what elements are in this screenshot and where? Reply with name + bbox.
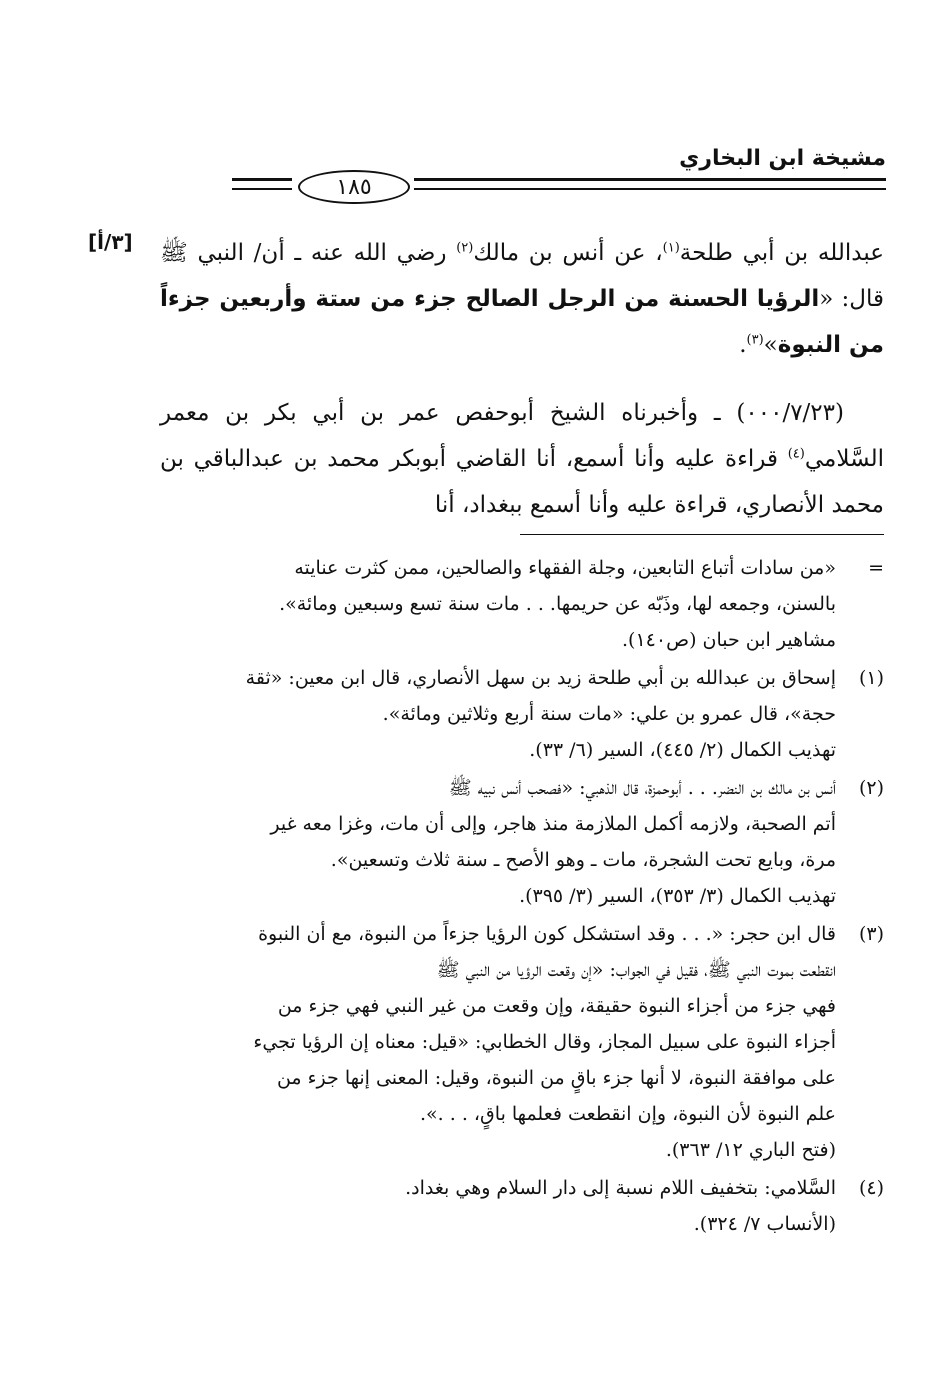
- footnote-line: تهذيب الكمال (٢/ ٤٤٥)، السير (٦/ ٣٣).: [529, 739, 836, 761]
- text-run: (٠٠٠/٧/٢٣) ـ وأخبرناه الشيخ أبوحفص عمر بن أبي بكر بن معمر السَّلامي: [160, 400, 884, 472]
- running-header-title: مشيخة ابن البخاري: [679, 146, 886, 171]
- footnote-line: مشاهير ابن حبان (ص١٤٠).: [622, 629, 836, 651]
- footnote-3: [160, 916, 884, 1168]
- footnote-line: علم النبوة لأن النبوة، وإن انقطعت فعلمها باقٍ، . . .».: [420, 1103, 836, 1125]
- footnote-number: (٢): [858, 777, 884, 799]
- footnote-line: أنس بن مالك بن النضر. . . أبوحمزة، قال الذهبي: «فصحب أنس نبيه ﷺ: [448, 777, 836, 799]
- text-run: .: [739, 332, 747, 358]
- footnote-ref-3[interactable]: (٣): [746, 332, 764, 348]
- footnote-number: (٤): [858, 1177, 884, 1199]
- footnote-line: «من سادات أتباع التابعين، وجلة الفقهاء والصالحين، ممن كثرت عنايته: [294, 557, 836, 579]
- footnote-number: (٣): [858, 923, 884, 945]
- footnote-line: تهذيب الكمال (٣/ ٣٥٣)، السير (٣/ ٣٩٥).: [519, 885, 836, 907]
- footnote-ref-2[interactable]: (٢): [456, 240, 474, 256]
- manuscript-folio-ref: [٣/أ]: [88, 230, 133, 254]
- footnote-ref-1[interactable]: (١): [662, 240, 680, 256]
- main-paragraph-2: [160, 390, 884, 528]
- footnote-number: (١): [858, 667, 884, 689]
- footnote-1: [160, 660, 884, 768]
- page-number-text: ١٨٥: [336, 174, 372, 200]
- footnote-line: (الأنساب ٧/ ٣٢٤).: [693, 1213, 836, 1235]
- hadith-text: الرؤيا الحسنة من الرجل الصالح جزء من ستة وأربعين جزءاً من النبوة: [160, 286, 884, 358]
- page-number: [298, 170, 410, 204]
- footnote-continued: [160, 550, 884, 658]
- footnote-line: حجة»، قال عمرو بن علي: «مات سنة أربع وثلاثين ومائة».: [382, 703, 836, 725]
- footnote-line: مرة، وبايع تحت الشجرة، مات ـ وهو الأصح ـ سنة ثلاث وتسعين».: [330, 849, 836, 871]
- text-run: قراءة عليه وأنا أسمع، أنا القاضي أبوبكر محمد بن عبدالباقي بن محمد الأنصاري، قراءة عليه وأنا أسمع ببغداد، أنا: [160, 446, 884, 518]
- footnote-line: أجزاء النبوة على سبيل المجاز، وقال الخطابي: «قيل: معناه إن الرؤيا تجيء: [253, 1031, 836, 1053]
- footnotes: [160, 550, 884, 1244]
- footnote-number: =: [868, 557, 884, 579]
- footnote-line: السَّلامي: بتخفيف اللام نسبة إلى دار السلام وهي بغداد.: [405, 1177, 836, 1199]
- footnote-2: [160, 770, 884, 914]
- text-run: عبدالله بن أبي طلحة: [679, 240, 884, 266]
- footnote-line: أتم الصحبة، ولازمه أكمل الملازمة منذ هاجر، وإلى أن مات، وغزا معه غير: [270, 813, 836, 835]
- footnote-4: [160, 1170, 884, 1242]
- footnote-line: قال ابن حجر: «. . . وقد استشكل كون الرؤيا جزءاً من النبوة، مع أن النبوة: [258, 923, 836, 945]
- footnote-line: بالسنن، وجمعه لها، وذَبّه عن حريمها. . . مات سنة تسع وسبعين ومائة».: [279, 593, 836, 615]
- text-run: ، عن أنس بن مالك: [473, 240, 663, 266]
- footnote-line: فهي جزء من أجزاء النبوة حقيقة، وإن وقعت من غير النبي فهي جزء من: [277, 995, 836, 1017]
- footnote-line: انقطعت بموت النبي ﷺ، فقيل في الجواب: «إن وقعت الرؤيا من النبي ﷺ: [436, 959, 836, 981]
- footnote-line: (فتح الباري ١٢/ ٣٦٣).: [665, 1139, 836, 1161]
- footnote-separator: [520, 534, 884, 535]
- text-run: رضي الله عنه ـ أن/ النبي ﷺ قال: «: [160, 240, 884, 312]
- footnote-line: على موافقة النبوة، لا أنها جزء باقٍ من النبوة، وقيل: المعنى إنها جزء من: [276, 1067, 836, 1089]
- footnote-ref-4[interactable]: (٤): [787, 446, 805, 462]
- text-run: »: [763, 332, 778, 358]
- main-paragraph-1: [160, 230, 884, 368]
- footnote-line: إسحاق بن عبدالله بن أبي طلحة زيد بن سهل الأنصاري، قال ابن معين: «ثقة: [245, 667, 836, 689]
